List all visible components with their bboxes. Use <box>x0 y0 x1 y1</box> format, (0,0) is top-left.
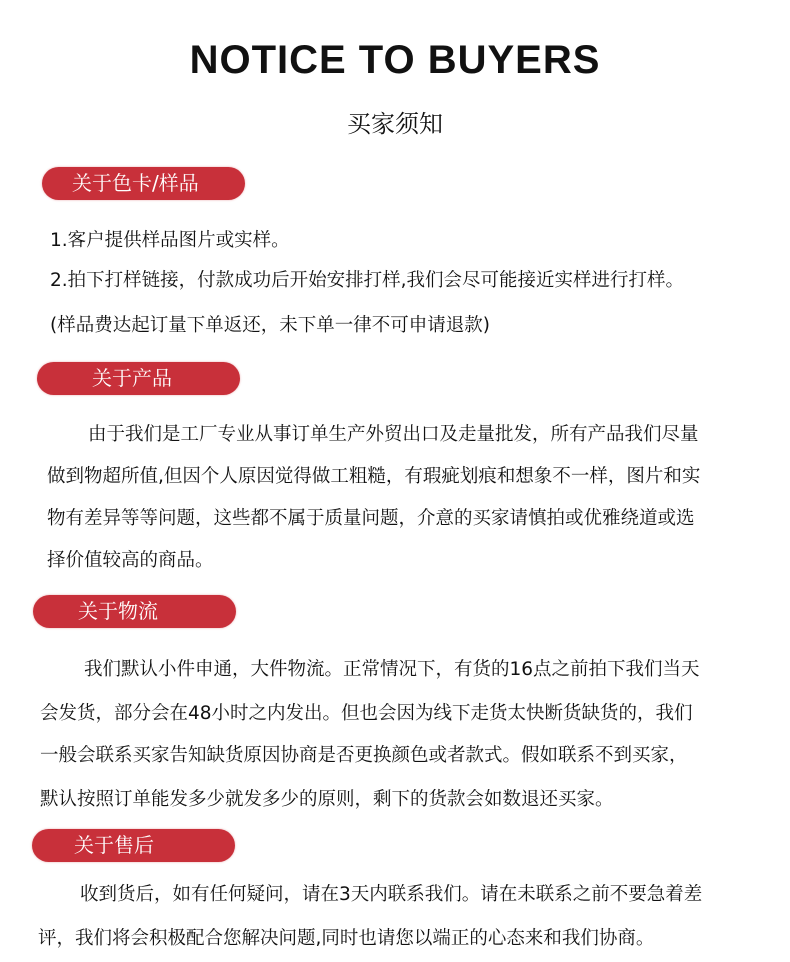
logistics-line-1: 我们默认小件申通，大件物流。正常情况下，有货的16点之前拍下我们当天 <box>84 659 700 680</box>
logistics-line-2: 会发货，部分会在48小时之内发出。但也会因为线下走货太快断货缺货的，我们 <box>40 703 693 724</box>
product-line-2: 做到物超所值,但因个人原因觉得做工粗糙，有瑕疵划痕和想象不一样，图片和实 <box>47 466 701 487</box>
samples-line-1: 1.客户提供样品图片或实样。 <box>50 230 290 251</box>
section-heading-product: 关于产品 <box>37 362 240 395</box>
product-line-3: 物有差异等等问题，这些都不属于质量问题，介意的买家请慎拍或优雅绕道或选 <box>47 508 695 529</box>
after-sales-line-1: 收到货后，如有任何疑问，请在3天内联系我们。请在未联系之前不要急着差 <box>80 884 703 905</box>
samples-line-2: 2.拍下打样链接，付款成功后开始安排打样,我们会尽可能接近实样进行打样。 <box>50 270 685 291</box>
page-title: NOTICE TO BUYERS <box>189 38 601 82</box>
logistics-line-3: 一般会联系买家告知缺货原因协商是否更换颜色或者款式。假如联系不到买家， <box>40 745 688 766</box>
product-line-1: 由于我们是工厂专业从事订单生产外贸出口及走量批发，所有产品我们尽量 <box>88 424 699 445</box>
section-heading-after-sales: 关于售后 <box>32 829 235 862</box>
section-heading-logistics: 关于物流 <box>33 595 236 628</box>
page-subtitle: 买家须知 <box>347 110 443 138</box>
section-heading-samples: 关于色卡/样品 <box>42 167 245 200</box>
product-line-4: 择价值较高的商品。 <box>47 550 214 571</box>
after-sales-line-2: 评，我们将会积极配合您解决问题,同时也请您以端正的心态来和我们协商。 <box>38 928 655 949</box>
samples-line-3: (样品费达起订量下单返还，未下单一律不可申请退款) <box>50 315 490 336</box>
logistics-line-4: 默认按照订单能发多少就发多少的原则，剩下的货款会如数退还买家。 <box>40 789 614 810</box>
